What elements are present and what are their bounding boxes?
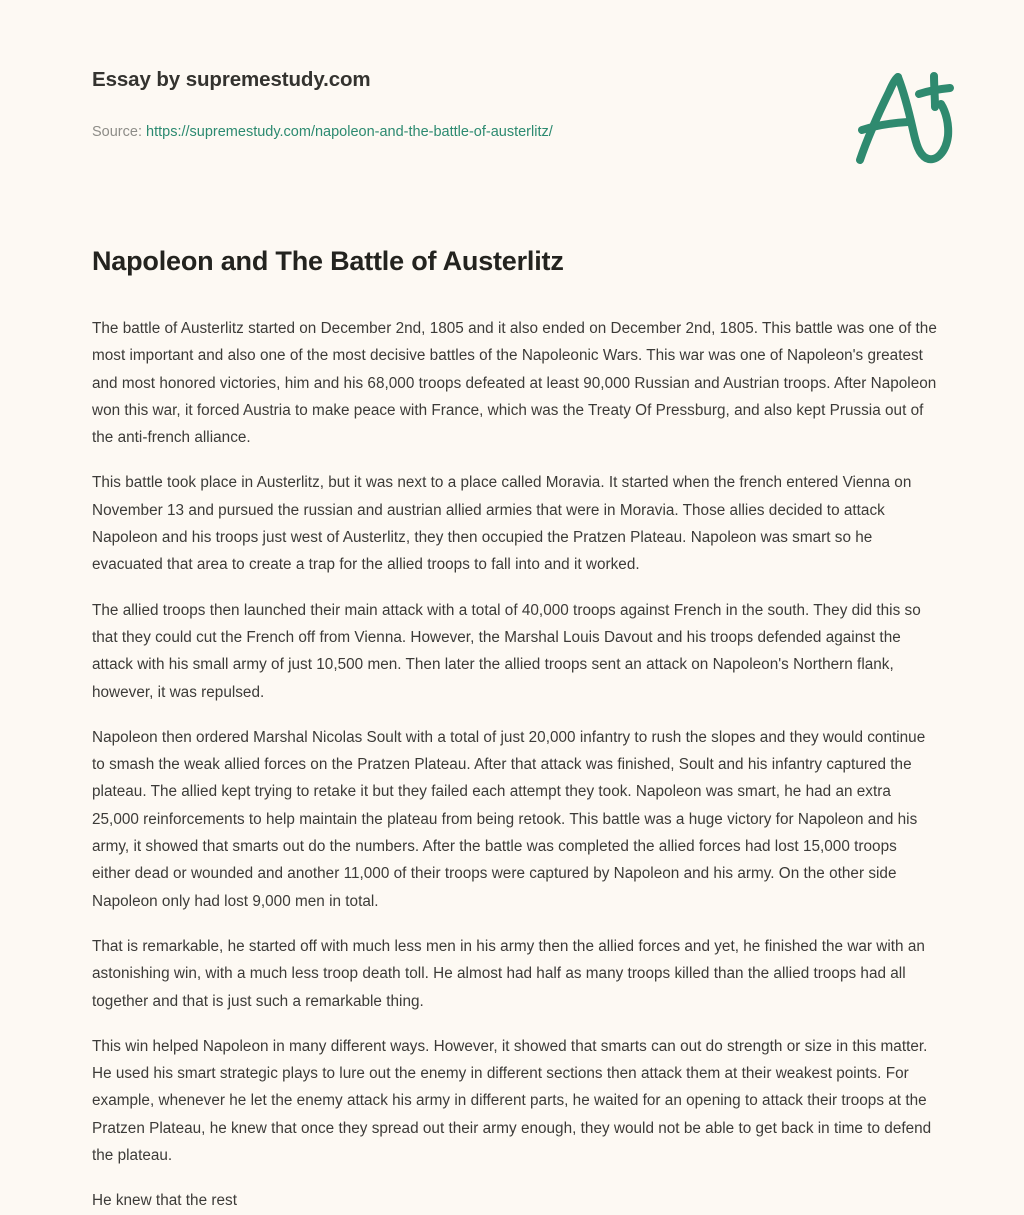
article-paragraph: This win helped Napoleon in many different ways. However, it showed that smarts can out do strength or size in this matter. He used his smart strategic plays to lure out the enemy in different sections then attack them at their weakest points. For example, whenever he let the enemy attack his army in different parts, he waited for an opening to attack their troops at the Pratzen Plateau, he knew that once they spread out their army enough, they would not be able to get back in time to defend the plateau. xyxy=(92,1037,932,1165)
a-plus-logo xyxy=(846,68,966,168)
source-line xyxy=(92,122,553,142)
article-paragraph: Napoleon then ordered Marshal Nicolas Soult with a total of just 20,000 infantry to rush the slopes and they would continue to smash the weak allied forces on the Pratzen Plateau. After that attack was finished, Soult and his infantry captured the plateau. The allied kept trying to retake it but they failed each attempt they took. Napoleon was smart, he had an extra 25,000 reinforcements to help maintain the plateau from being retook. This battle was a huge victory for Napoleon and his army, it showed that smarts out do the numbers. After the battle was completed the allied forces had lost 15,000 troops either dead or wounded and another 11,000 of their troops were captured by Napoleon and his army. On the other side Napoleon only had lost 9,000 men in total. xyxy=(92,728,926,910)
document-header xyxy=(0,0,1024,200)
article-paragraph: The battle of Austerlitz started on December 2nd, 1805 and it also ended on December 2nd, 1805. This battle was one of the most important and also one of the most decisive battles of the Napoleonic Wars. This war was one of Napoleon's greatest and most honored victories, him and his 68,000 troops defeated at least 90,000 Russian and Austrian troops. After Napoleon won this war, it forced Austria to make peace with France, which was the Treaty Of Pressburg, and also kept Prussia out of the anti-french alliance. xyxy=(92,320,937,447)
article-paragraph: This battle took place in Austerlitz, but it was next to a place called Moravia. It started when the french entered Vienna on November 13 and pursued the russian and austrian allied armies that were in Moravia. Those allies decided to attack Napoleon and his troops just west of Austerlitz, they then occupied the Pratzen Plateau. Napoleon was smart so he evacuated that area to create a trap for the allied troops to fall into and it worked. xyxy=(92,474,912,574)
article xyxy=(92,244,938,1215)
article-paragraph: The allied troops then launched their main attack with a total of 40,000 troops against French in the south. They did this so that they could cut the French off from Vienna. However, the Marshal Louis Davout and his troops defended against the attack with his small army of just 10,500 men. Then later the allied troops sent an attack on Napoleon's Northern flank, however, it was repulsed. xyxy=(92,601,921,701)
article-paragraph: He knew that the rest xyxy=(92,1192,237,1210)
article-paragraph: That is remarkable, he started off with much less men in his army then the allied forces and yet, he finished the war with an astonishing win, with a much less troop death toll. He almost had half as many troops killed than the allied troops had all together and that is just such a remarkable thing. xyxy=(92,937,925,1010)
source-label: Source: xyxy=(92,124,142,140)
source-url-link[interactable]: https://supremestudy.com/napoleon-and-the-battle-of-austerlitz/ xyxy=(146,124,553,140)
page-title: Napoleon and The Battle of Austerlitz xyxy=(92,246,564,276)
article-body xyxy=(92,315,938,1215)
byline: Essay by supremestudy.com xyxy=(92,68,371,91)
